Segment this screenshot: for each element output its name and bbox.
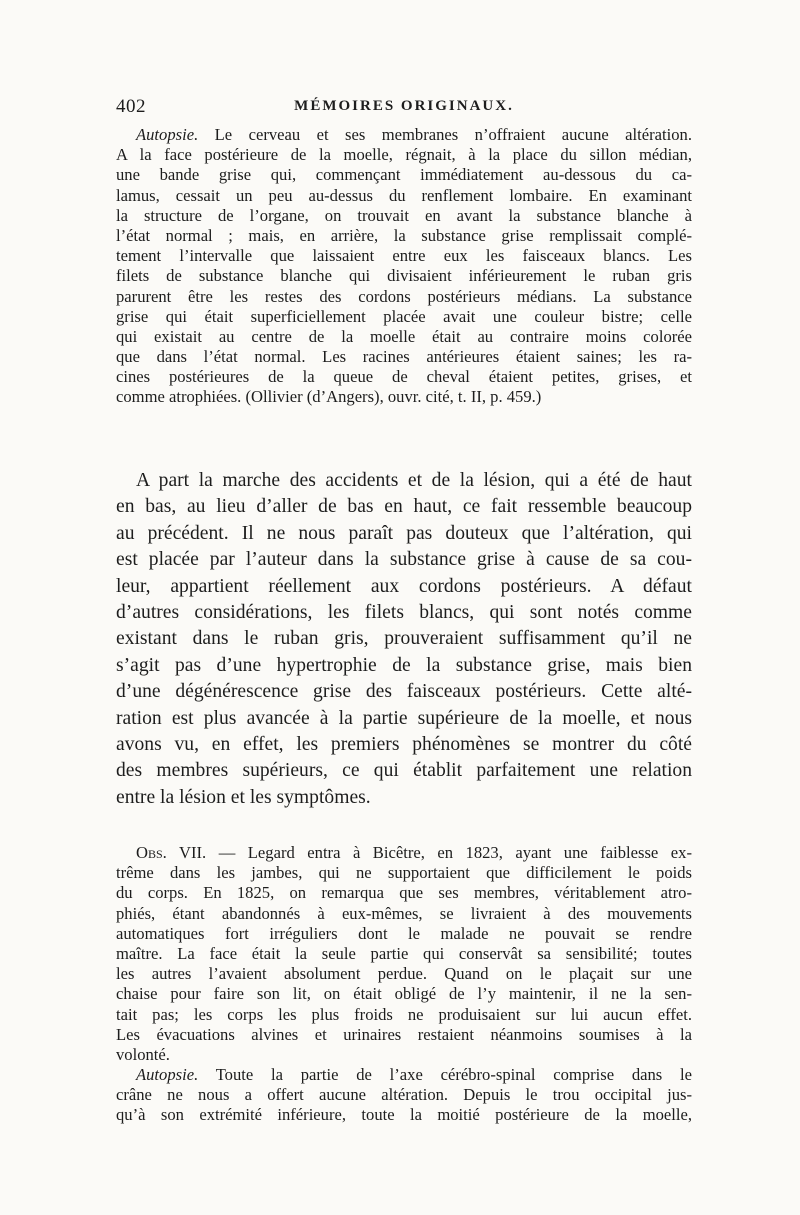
commentary-paragraph	[116, 468, 692, 811]
paragraph-line: A la face postérieure de la moelle, régnait, à la place du sillon médian,	[116, 145, 692, 165]
page-header	[116, 96, 692, 124]
paragraph-line: les autres l’avaient absolument perdue. Quand on le plaçait sur une	[116, 964, 692, 984]
paragraph-line: Obs. VII. — Legard entra à Bicêtre, en 1823, ayant une faiblesse ex-	[136, 843, 692, 862]
paragraph-line: du corps. En 1825, on remarqua que ses membres, véritablement atro-	[116, 883, 692, 903]
paragraph-line: volonté.	[116, 1044, 170, 1064]
paragraph-line: comme atrophiées. (Ollivier (d’Angers), ouvr. cité, t. II, p. 459.)	[116, 387, 542, 407]
paragraph-line: une bande grise qui, commençant immédiatement au-dessous du ca-	[116, 165, 692, 185]
paragraph-line: filets de substance blanche qui divisaient inférieurement le ruban gris	[116, 266, 692, 286]
paragraph-line: en bas, au lieu d’aller de bas en haut, ce fait ressemble beaucoup	[116, 496, 692, 518]
autopsy-lead: Autopsie.	[136, 1065, 199, 1085]
page-number: 402	[116, 96, 146, 117]
paragraph-line: grise qui était superficiellement placée avait une couleur bistre; celle	[116, 306, 692, 326]
paragraph-line: que dans l’état normal. Les racines antérieures étaient saines; les ra-	[116, 347, 692, 367]
paragraph-line: d’autres considérations, les filets blancs, qui sont notés comme	[116, 601, 692, 623]
paragraph-line: chaise pour faire son lit, on était obligé de l’y maintenir, il ne la sen-	[116, 984, 692, 1004]
paragraph-line: crâne ne nous a offert aucune altération. Depuis le trou occipital jus-	[116, 1085, 692, 1105]
paragraph-line: Les évacuations alvines et urinaires restaient néanmoins soumises à la	[116, 1024, 692, 1044]
paragraph-line: au précédent. Il ne nous paraît pas douteux que l’altération, qui	[116, 522, 692, 544]
paragraph-line: entre la lésion et les symptômes.	[116, 786, 371, 808]
paragraph-line: s’agit pas d’une hypertrophie de la substance grise, mais bien	[116, 654, 692, 676]
paragraph-line: qui existait au centre de la moelle était au contraire moins colorée	[116, 326, 692, 346]
autopsy-lead: Autopsie.	[136, 125, 199, 144]
paragraph-line: qu’à son extrémité inférieure, toute la moitié postérieure de la moelle,	[116, 1105, 692, 1125]
paragraph-line: tait pas; les corps les plus froids ne produisaient sur lui aucun effet.	[116, 1004, 692, 1024]
paragraph-line: des membres supérieurs, ce qui établit parfaitement une relation	[116, 760, 692, 782]
paragraph-line: Autopsie. Le cerveau et ses membranes n’offraient aucune altération.	[136, 125, 692, 144]
paragraph-line: l’état normal ; mais, en arrière, la substance grise remplissait complé-	[116, 225, 692, 245]
paragraph-line: automatiques fort irréguliers dont le malade ne pouvait se rendre	[116, 923, 692, 943]
paragraph-line: A part la marche des accidents et de la lésion, qui a été de haut	[136, 470, 692, 491]
paragraph-line: d’une dégénérescence grise des faisceaux postérieurs. Cette alté-	[116, 681, 692, 703]
paragraph-line: la structure de l’organe, on trouvait en avant la substance blanche à	[116, 205, 692, 225]
paragraph-line: avons vu, en effet, les premiers phénomènes se montrer du côté	[116, 733, 692, 755]
paragraph-line: existant dans le ruban gris, prouveraient suffisamment qu’il ne	[116, 628, 692, 650]
paragraph-line: tement l’intervalle que laissaient entre eux les faisceaux blancs. Les	[116, 246, 692, 266]
paragraph-line: Autopsie. Toute la partie de l’axe cérébro-spinal comprise dans le	[136, 1065, 692, 1085]
observation-paragraph	[116, 843, 692, 1126]
paragraph-line: ration est plus avancée à la partie supérieure de la moelle, et nous	[116, 707, 692, 729]
paragraph-line: trême dans les jambes, qui ne supportaient que difficilement le poids	[116, 863, 692, 883]
paragraph-line: maître. La face était la seule partie qui conservât sa sensibilité; toutes	[116, 943, 692, 963]
paragraph-line: cines postérieures de la queue de cheval étaient petites, grises, et	[116, 367, 692, 387]
running-head: MÉMOIRES ORIGINAUX.	[294, 98, 514, 114]
paragraph-line: est placée par l’auteur dans la substance grise à cause de sa cou-	[116, 549, 692, 571]
observation-lead: Obs. VII.	[136, 843, 207, 862]
autopsy-paragraph-1	[116, 125, 692, 408]
paragraph-line: phiés, étant abandonnés à eux-mêmes, se livraient à des mouvements	[116, 903, 692, 923]
paragraph-line: parurent être les restes des cordons postérieurs médians. La substance	[116, 286, 692, 306]
paragraph-line: lamus, cessait un peu au-dessus du renflement lombaire. En examinant	[116, 185, 692, 205]
paragraph-line: leur, appartient réellement aux cordons postérieurs. A défaut	[116, 575, 692, 597]
